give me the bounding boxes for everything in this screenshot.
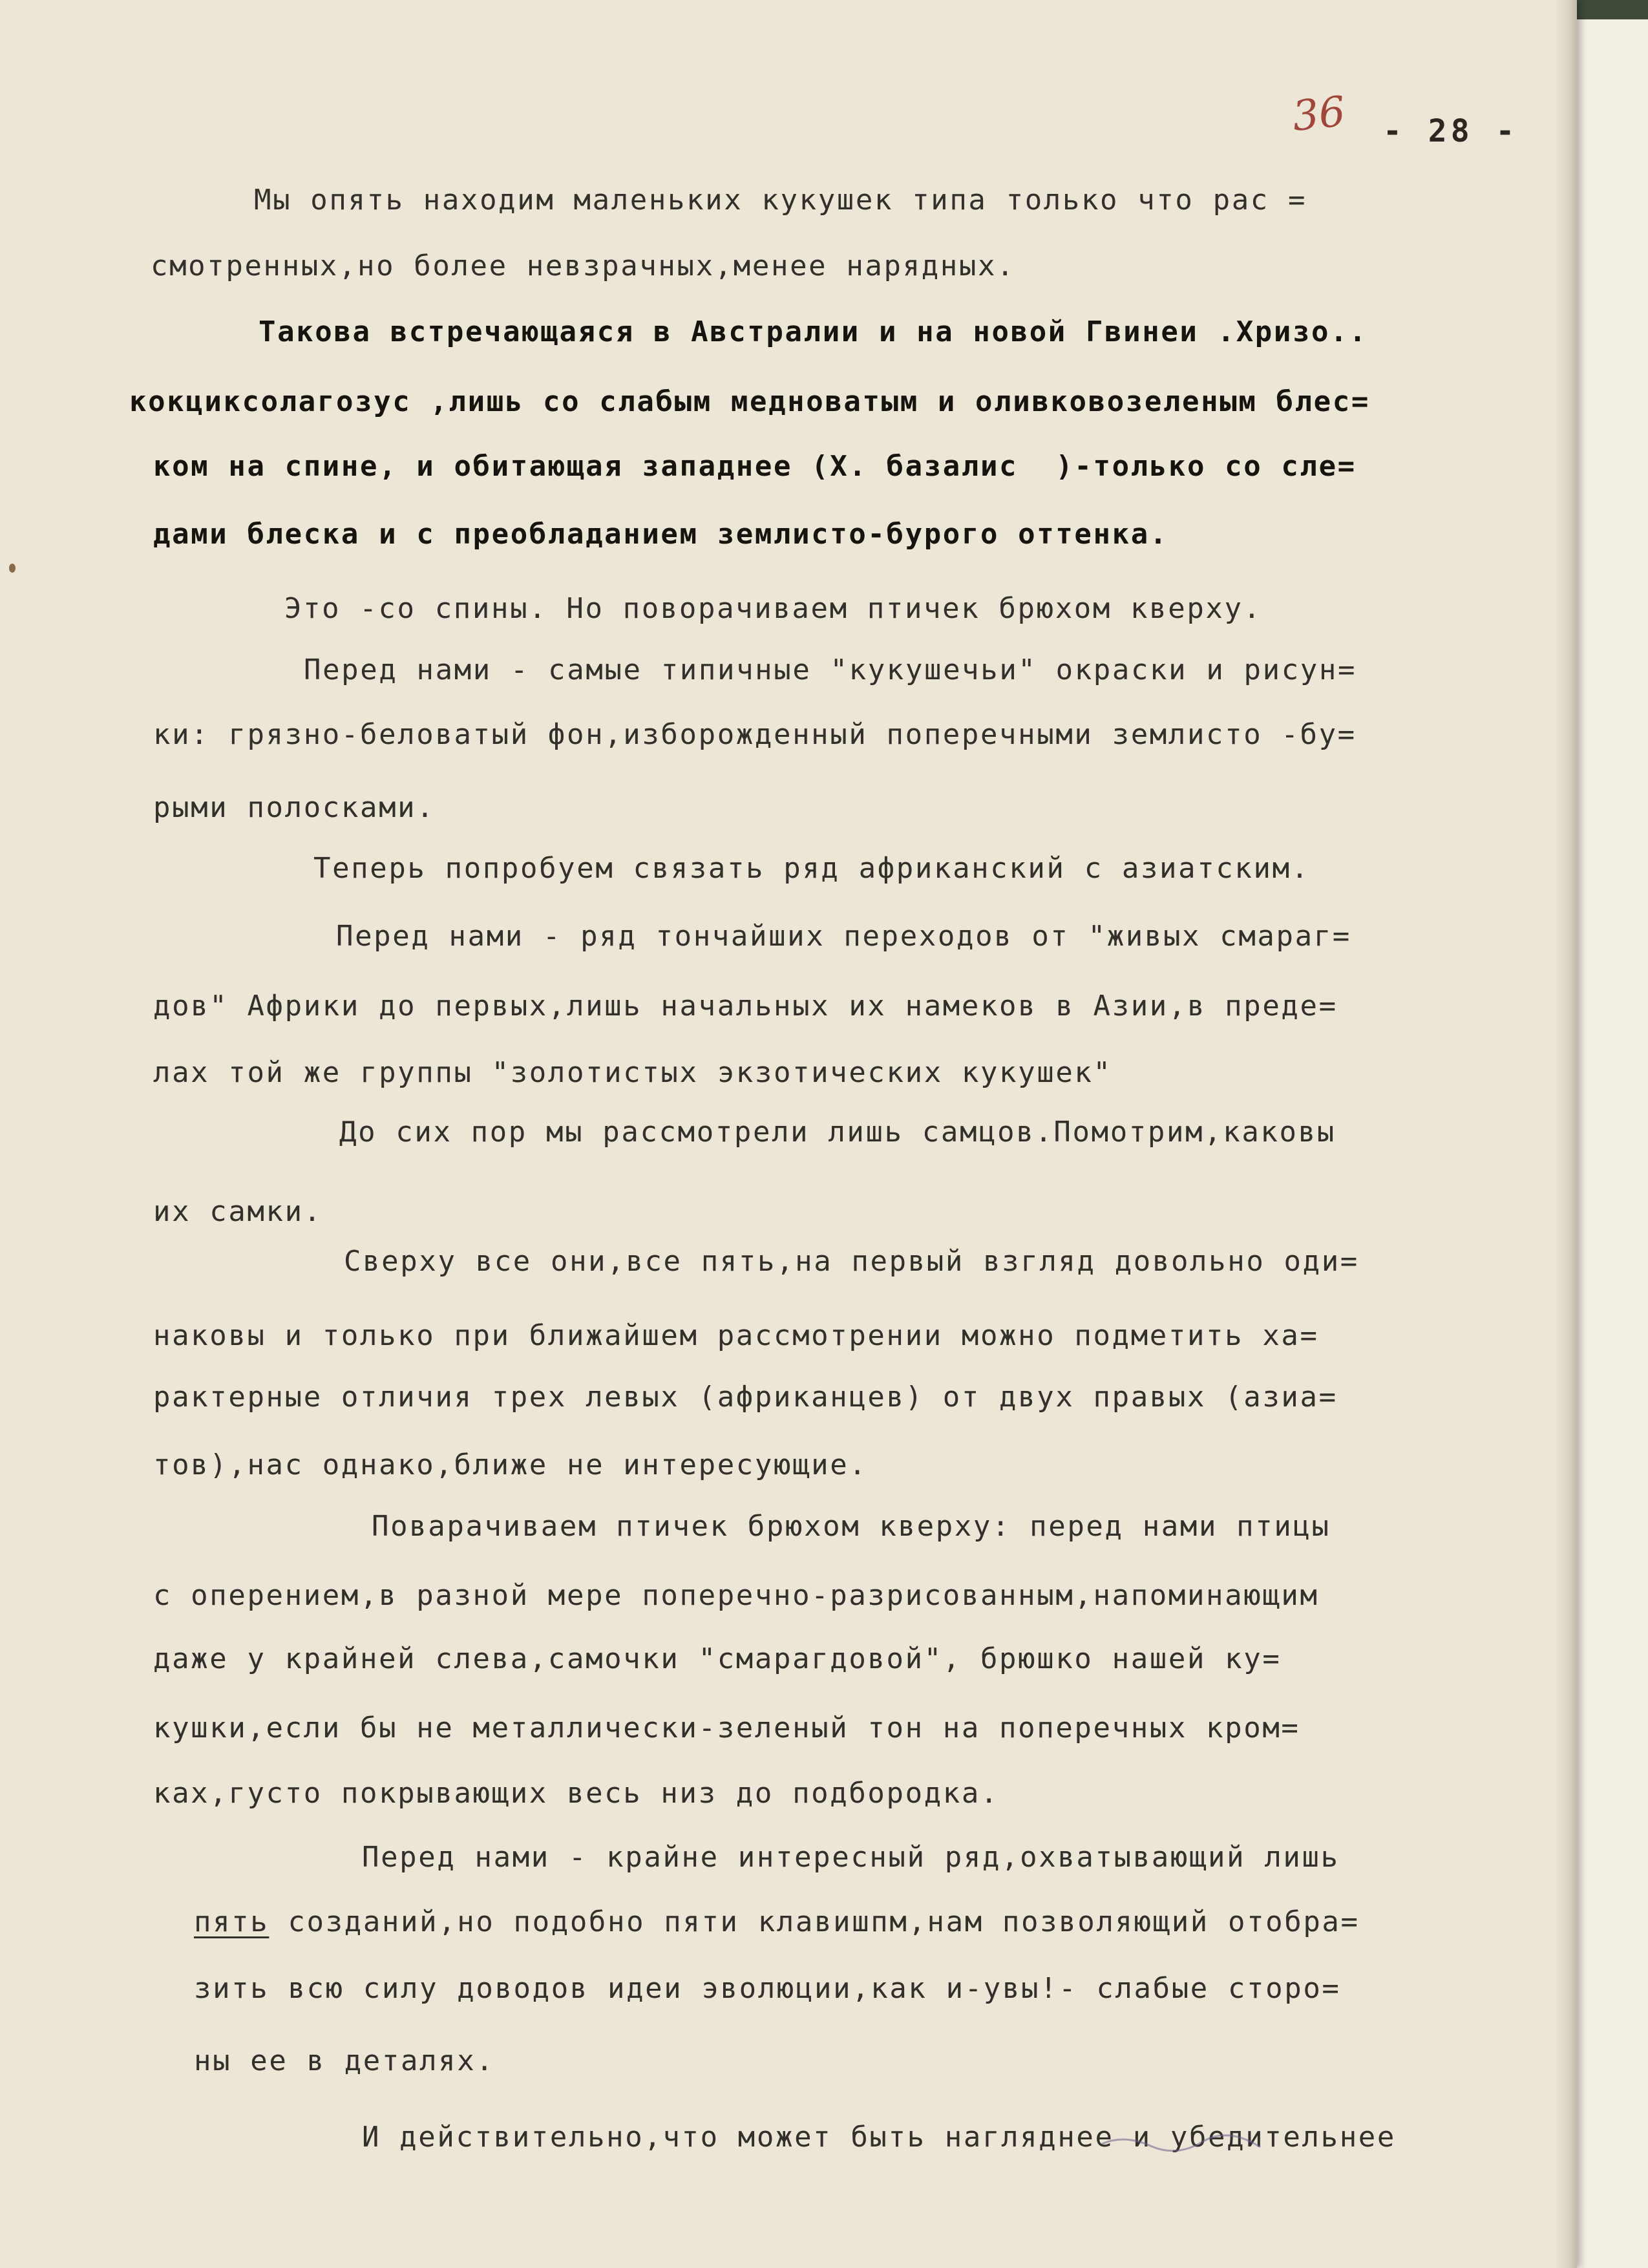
binding-mark [9, 564, 16, 573]
text-line-1: Мы опять находим маленьких кукушек типа только что рас = [254, 184, 1307, 217]
text-line-4: кокциксолагозус ,лишь со слабым медноватым и оливковозеленым блес= [129, 385, 1370, 418]
text-line-26: Перед нами - крайне интересный ряд,охватывающий лишь [362, 1841, 1340, 1874]
pencil-scribble [1099, 2128, 1267, 2154]
text-line-20: тов),нас однако,ближе не интересующие. [153, 1448, 868, 1481]
text-line-8: Перед нами - самые типичные "кукушечьи" окраски и рисун= [304, 653, 1357, 686]
text-line-5: ком на спине, и обитающая западнее (Х. базалис )-только со сле= [153, 450, 1357, 483]
text-line-15: До сих пор мы рассмотрели лишь самцов.Помотрим,каковы [339, 1116, 1336, 1149]
text-line-10: рыми полосками. [153, 791, 436, 824]
text-line-27 [194, 1905, 1360, 1938]
text-line-17: Сверху все они,все пять,на первый взгляд довольно оди= [344, 1245, 1359, 1278]
handwritten-page-number: 36 [1290, 87, 1348, 142]
text-line-16: их самки. [153, 1195, 322, 1228]
text-line-21: Поварачиваем птичек брюхом кверху: перед нами птицы [372, 1510, 1331, 1543]
text-line-14: лах той же группы "золотистых экзотических кукушек" [153, 1056, 1112, 1089]
text-line-24: кушки,если бы не металлически-зеленый тон на поперечных кром= [153, 1712, 1300, 1744]
text-line-25: ках,густо покрывающих весь низ до подбородка. [153, 1777, 1000, 1810]
text-line-27-rest: созданий,но подобно пяти клавишпм,нам позволяющий отобра= [269, 1905, 1360, 1938]
text-line-12: Перед нами - ряд тончайших переходов от "живых смараг= [336, 920, 1351, 953]
text-line-13: дов" Африки до первых,лишь начальных их намеков в Азии,в преде= [153, 990, 1338, 1023]
text-line-19: рактерные отличия трех левых (африканцев) от двух правых (азиа= [153, 1381, 1338, 1414]
underlined-word: пять [194, 1905, 269, 1938]
text-line-30: И действительно,что может быть нагляднее и убедительнее [362, 2121, 1396, 2154]
text-line-7: Это -со спины. Но поворачиваем птичек брюхом кверху. [284, 592, 1262, 625]
text-line-3: Такова встречающаяся в Австралии и на новой Гвинеи .Хризо.. [259, 315, 1368, 348]
page-number: - 28 - [1383, 113, 1519, 149]
text-line-9: ки: грязно-беловатый фон,изборожденный поперечными землисто -бу= [153, 718, 1357, 751]
text-line-2: смотренных,но более невзрачных,менее нарядных. [151, 249, 1016, 282]
text-line-22: с оперением,в разной мере поперечно-разрисованным,напоминающим [153, 1579, 1319, 1612]
text-line-6: дами блеска и с преобладанием землисто-бурого оттенка. [153, 518, 1168, 551]
background-strip [1570, 0, 1648, 19]
text-line-18: наковы и только при ближайшем рассмотрении можно подметить ха= [153, 1319, 1319, 1352]
text-line-29: ны ее в деталях. [194, 2044, 495, 2077]
text-line-28: зить всю силу доводов идеи эволюции,как и-увы!- слабые сторо= [194, 1972, 1341, 2005]
text-line-23: даже у крайней слева,самочки "смарагдовой", брюшко нашей ку= [153, 1642, 1282, 1675]
paper-edge-shadow [1554, 0, 1577, 2268]
text-line-11: Теперь попробуем связать ряд африканский с азиатским. [313, 852, 1310, 885]
